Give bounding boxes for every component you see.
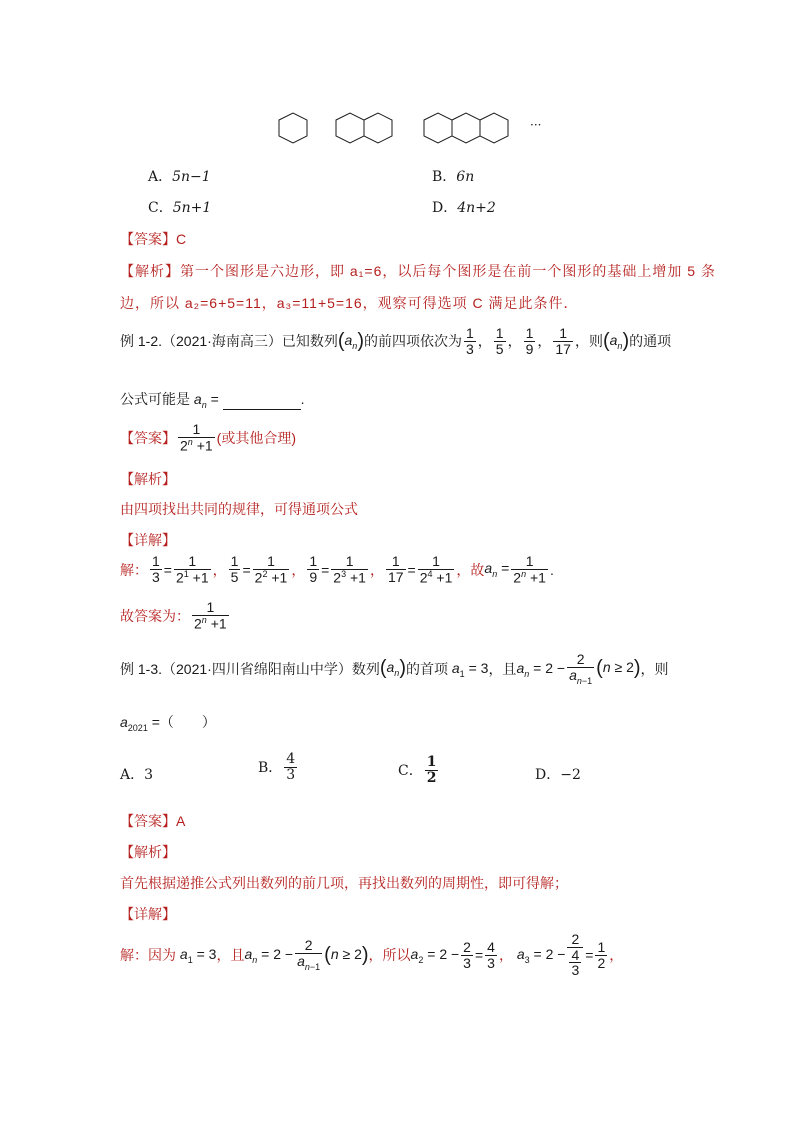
q1-option-b: B．6n — [432, 169, 475, 185]
seq-an: $(a_n)$ — [337, 329, 364, 352]
answer-fraction: $\frac{1}{2^n +1}$ — [180, 421, 213, 454]
hexagon-3c — [480, 113, 508, 143]
q3-option-b: B． $\frac{4}{3}$ — [258, 751, 296, 783]
q2-stem: 例 1-2.（2021·海南高三）已知数列 $(a_n)$ 的前四项依次为 $\frac{1}{3}$ ， $\frac{1}{5}$ ， $\frac{1}{9}$ ， $\frac{1}{17}$ ，则 $(a_n)$ 的通项 — [120, 325, 672, 357]
answer-blank — [223, 395, 301, 410]
q3-detail: 解：因为 $a_1 = 3$ ，且 $a_n = 2$ − $\frac{2}{a_{n-1}}$ (n ≥ 2) ，所以 $a_2 = 2$ − $\frac{2}{3}$ = $\frac{4}{3}$ ， $a_3 = 2$ − $\frac{2}{\frac{4}{3}}$ = $\frac{1}{2}$ ， — [120, 931, 624, 979]
frac-1-17: $\frac{1}{17}$ — [555, 325, 571, 357]
analysis-tag: 【解析】 — [120, 263, 180, 279]
q3-option-d: D．−2 — [535, 767, 581, 783]
hexagon-3b — [452, 113, 480, 143]
hexagon-figure — [270, 108, 530, 148]
q2-analysis-tag: 【解析】 — [120, 471, 176, 487]
q3-stem: 例 1-3.（2021·四川省绵阳南山中学）数列 $(a_n)$ 的首项 $a_1 = 3$ ，且 $a_n = 2$ − $\frac{2}{a_{n-1}}$ (n ≥ 2) ，则 — [120, 651, 669, 686]
q2-detail: 解： $\frac{1}{3}$ = $\frac{1}{2^1 +1}$ ， $\frac{1}{5}$ = $\frac{1}{2^2 +1}$ ， $\frac{1}{9}$ = $\frac{1}{2^3 +1}$ ， $\frac{1}{17}$ = $\frac{1}{2^4 +1}$ ， 故 $a_n$ = $\frac{1}{2^n +1}$ . — [120, 553, 554, 586]
q3-analysis-tag: 【解析】 — [120, 844, 176, 860]
q1-analysis-line2: 边，所以 a₂=6+5=11，a₃=11+5=16，观察可得选项 C 满足此条件． — [120, 295, 579, 311]
q1-option-d: D．4n+2 — [432, 200, 496, 216]
q1-option-a: A．5n−1 — [148, 169, 211, 185]
q3-option-c: C． $\frac{1}{2}$ — [398, 754, 437, 786]
q1-analysis-line1: 【解析】第一个图形是六边形，即 a₁=6，以后每个图形是在前一个图形的基础上增加 5 条 — [120, 263, 716, 279]
q1-option-c: C．5n+1 — [148, 200, 212, 216]
q2-detail-tag: 【详解】 — [120, 532, 176, 548]
hexagon-1 — [279, 113, 307, 143]
frac-1-9: $\frac{1}{9}$ — [525, 325, 534, 357]
q3-option-a: A．3 — [120, 767, 154, 783]
answer-value: C — [176, 231, 187, 247]
frac-1-3: $\frac{1}{3}$ — [465, 325, 474, 357]
frac-1-5: $\frac{1}{5}$ — [495, 325, 504, 357]
q2-stem-line2: 公式可能是 $a_n$ = . — [120, 391, 305, 410]
figure-ellipsis: ··· — [530, 118, 542, 132]
q2-analysis-text: 由四项找出共同的规律，可得通项公式 — [120, 501, 358, 517]
hexagon-2a — [336, 113, 364, 143]
q3-answer: 【答案】A — [120, 813, 186, 829]
q3-detail-tag: 【详解】 — [120, 906, 176, 922]
hexagon-3a — [424, 113, 452, 143]
q3-stem-line2: $a_{2021}$ =（ ） — [120, 714, 216, 733]
q2-final: 故答案为： $\frac{1}{2^n +1}$ — [120, 599, 227, 632]
q1-answer — [120, 229, 186, 249]
hexagon-2b — [364, 113, 392, 143]
q2-answer: 【答案】 $\frac{1}{2^n +1}$ (或其他合理) — [120, 421, 296, 454]
answer-tag: 【答案】 — [120, 231, 176, 247]
q3-analysis-text: 首先根据递推公式列出数列的前几项，再找出数列的周期性，即可得解； — [120, 875, 568, 891]
